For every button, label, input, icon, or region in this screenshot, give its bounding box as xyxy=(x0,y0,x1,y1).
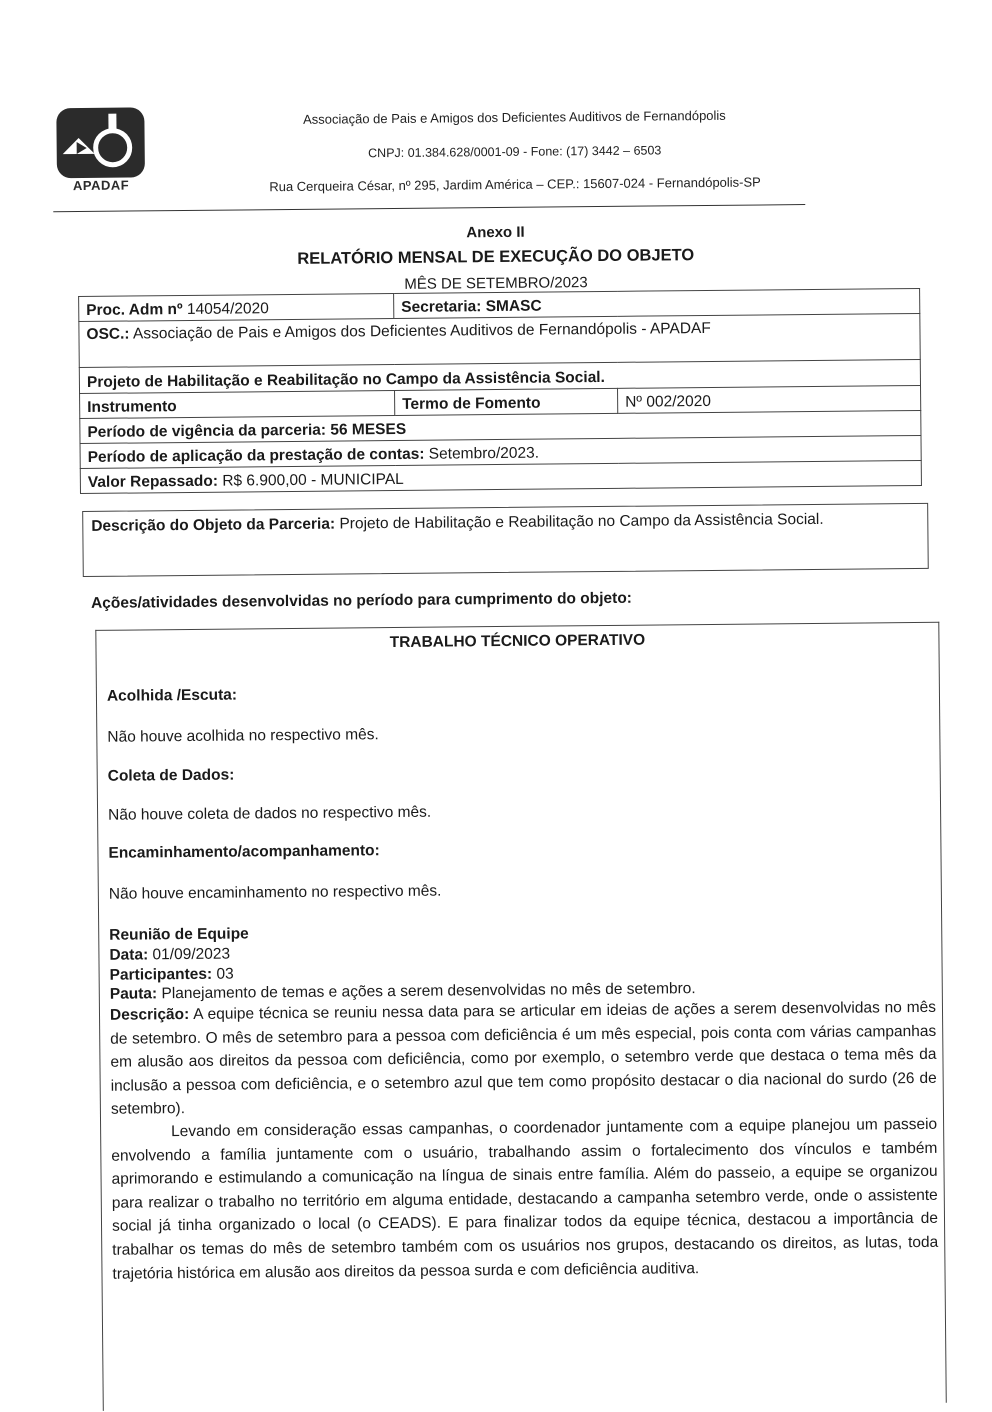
pauta-value: Planejamento de temas e ações a serem desenvolvidas no mês de setembro. xyxy=(157,980,696,1003)
ear-hand-icon xyxy=(56,107,145,178)
acolhida-heading: Acolhida /Escuta: xyxy=(106,686,238,705)
coleta-text: Não houve coleta de dados no respectivo mês. xyxy=(108,803,432,824)
encaminhamento-heading: Encaminhamento/acompanhamento: xyxy=(108,842,380,862)
osc-cell xyxy=(79,313,920,367)
reuniao-data xyxy=(109,946,230,965)
data-value: 01/09/2023 xyxy=(148,945,231,964)
logo-emblem xyxy=(56,107,145,178)
instrumento-label: Instrumento xyxy=(80,390,395,418)
instrumento-numero: Nº 002/2020 xyxy=(618,385,921,413)
participantes-label: Participantes: xyxy=(109,965,213,984)
trabalho-tecnico-title: TRABALHO TÉCNICO OPERATIVO xyxy=(389,631,646,652)
valor-value: R$ 6.900,00 - MUNICIPAL xyxy=(217,470,404,490)
report-title: RELATÓRIO MENSAL DE EXECUÇÃO DO OBJETO xyxy=(297,246,695,268)
instrumento-value: Termo de Fomento xyxy=(395,388,618,415)
apadaf-logo xyxy=(54,107,147,192)
info-row-osc xyxy=(79,313,920,367)
proc-value: 14054/2020 xyxy=(182,300,269,319)
proc-cell xyxy=(79,294,394,322)
proc-label: Proc. Adm nº xyxy=(86,301,183,319)
valor-label: Valor Repassado: xyxy=(87,472,219,491)
data-label: Data: xyxy=(109,946,149,964)
reuniao-descricao xyxy=(110,996,937,1122)
osc-label: OSC.: xyxy=(86,325,130,343)
report-month: MÊS DE SETEMBRO/2023 xyxy=(404,274,588,293)
osc-value: Associação de Pais e Amigos dos Deficientes Auditivos de Fernandópolis - APADAF xyxy=(129,319,711,343)
descricao-reuniao-text: A equipe técnica se reuniu nessa data para se articular em ideias de ações a serem desenvolvidas no mês de setembro. O mês de setembro para a pessoa com deficiência é um mês especial, pois conta com várias campanhas em alusão aos direitos da pessoa com deficiência, como por exemplo, o setembro verde que destaca o tema mês da inclusão a pessoa com deficiência, e o setembro azul que tem como propósito destacar o dia nacional do surdo (26 de setembro). xyxy=(110,998,937,1119)
descricao-reuniao-label: Descrição: xyxy=(109,1005,190,1024)
reuniao-paragraph-2: Levando em consideração essas campanhas, o coordenador juntamente com a equipe planejou um passeio envolvendo a família juntamente com o usuário, trabalhando assim o fortalecimento dos vínculos e também aprimorando e estimulando a comunicação na língua de sinais entre família. Além do passeio, a equipe se organizou para realizar o trabalho no território em alguma entidade, destacando a campanha setembro verde, onde o assistente social já tinha organizado o local (o CEADS). E para finalizar todos da equipe técnica, destacou a importância de trabalhar os temas do mês de setembro também com os usuários nos grupos, destacando os direitos, as lutas, toda trajetória histórica em alusão aos direitos da pessoa surda e com deficiência auditiva. xyxy=(111,1115,939,1283)
descricao-label: Descrição do Objeto da Parceria: xyxy=(91,515,336,535)
header-divider xyxy=(53,204,805,212)
encaminhamento-text: Não houve encaminhamento no respectivo mês. xyxy=(108,882,442,903)
secretaria-cell: Secretaria: SMASC xyxy=(394,288,920,318)
vigencia-cell: Período de vigência da parceria: 56 MESES xyxy=(80,410,921,443)
acoes-heading: Ações/atividades desenvolvidas no período para cumprimento do objeto: xyxy=(90,589,633,612)
info-table xyxy=(78,288,922,494)
acolhida-text: Não houve acolhida no respectivo mês. xyxy=(107,726,379,746)
projeto-cell: Projeto de Habilitação e Reabilitação no Campo da Assistência Social. xyxy=(79,359,920,393)
pauta-label: Pauta: xyxy=(109,985,158,1003)
logo-text: APADAF xyxy=(72,177,130,194)
descricao-box xyxy=(82,503,929,577)
aplicacao-value: Setembro/2023. xyxy=(424,444,540,463)
descricao-text: Projeto de Habilitação e Reabilitação no Campo da Assistência Social. xyxy=(335,510,824,533)
coleta-heading: Coleta de Dados: xyxy=(107,766,235,785)
participantes-value: 03 xyxy=(212,965,234,983)
reuniao-heading: Reunião de Equipe xyxy=(109,925,249,944)
org-name: Associação de Pais e Amigos dos Deficientes Auditivos de Fernandópolis xyxy=(302,107,726,127)
annex-title: Anexo II xyxy=(466,223,525,242)
org-address: Rua Cerqueira César, nº 295, Jardim América – CEP.: 15607-024 - Fernandópolis-SP xyxy=(269,174,761,195)
org-cnpj-phone: CNPJ: 01.384.628/0001-09 - Fone: (17) 3442 – 6503 xyxy=(368,143,662,161)
reuniao-participantes xyxy=(110,966,234,985)
trabalho-tecnico-box xyxy=(95,622,946,1411)
aplicacao-label: Período de aplicação da prestação de contas: xyxy=(87,445,425,466)
